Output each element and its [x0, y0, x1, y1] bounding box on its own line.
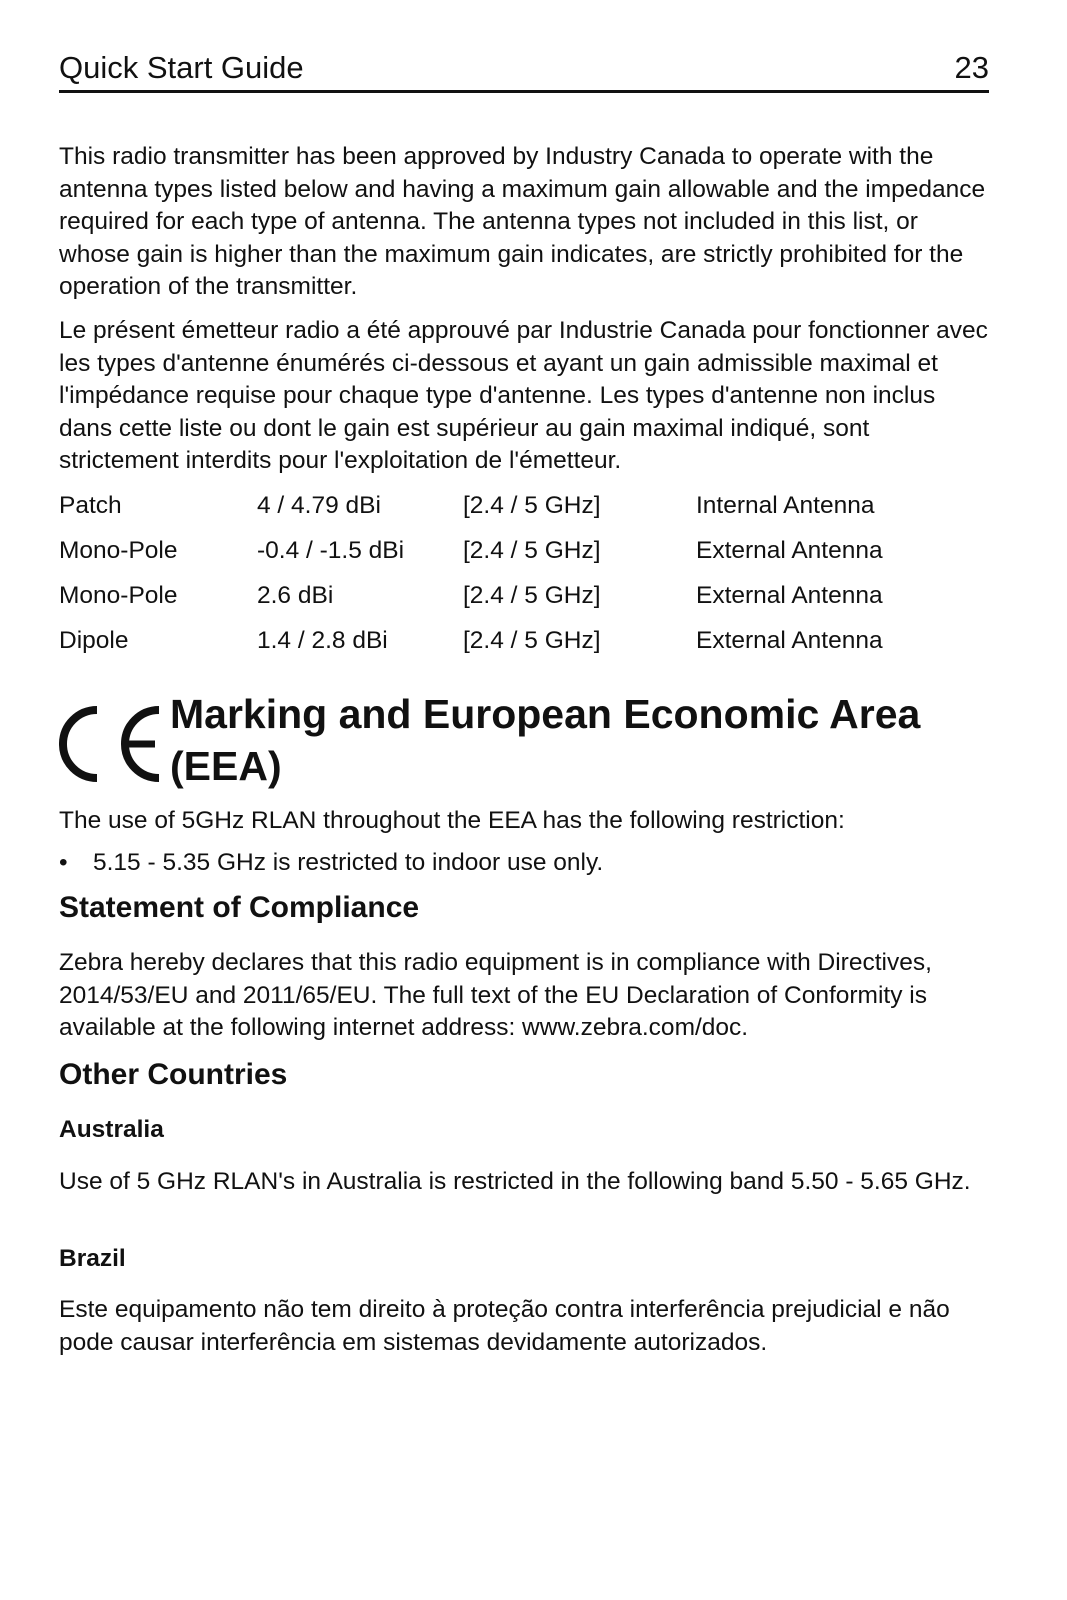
guide-title: Quick Start Guide — [59, 50, 304, 85]
eea-section-heading — [59, 688, 989, 798]
antenna-row — [59, 488, 989, 533]
compliance-paragraph: Zebra hereby declares that this radio equipment is in compliance with Directives, 2014/53/EU and 2011/65/EU. The full text of the EU Declaration of Conformity is available at the following internet address: www.zebra.com/doc. — [59, 949, 932, 1041]
brazil-paragraph: Este equipamento não tem direito à proteção contra interferência prejudicial e não pode causar interferência em sistemas devidamente autorizados. — [59, 1296, 950, 1356]
antenna-band: [2.4 / 5 GHz] — [463, 627, 601, 654]
australia-heading: Australia — [59, 1116, 164, 1143]
page-header — [59, 48, 989, 93]
antenna-type: Mono-Pole — [59, 582, 178, 609]
antenna-type: Mono-Pole — [59, 537, 178, 564]
compliance-heading: Statement of Compliance — [59, 891, 420, 924]
eea-heading — [170, 688, 990, 792]
antenna-gain: 1.4 / 2.8 dBi — [257, 627, 388, 654]
eea-heading-line1: Marking and European Economic Area — [170, 691, 921, 737]
antenna-row — [59, 578, 989, 623]
brazil-heading: Brazil — [59, 1245, 126, 1272]
eea-intro: The use of 5GHz RLAN throughout the EEA has the following restriction: — [59, 807, 845, 834]
antenna-band: [2.4 / 5 GHz] — [463, 582, 601, 609]
antenna-gain: -0.4 / -1.5 dBi — [257, 537, 405, 564]
other-countries-heading: Other Countries — [59, 1058, 288, 1091]
antenna-location: External Antenna — [696, 582, 883, 609]
antenna-gain: 2.6 dBi — [257, 582, 334, 609]
bullet-icon: • — [59, 849, 68, 876]
antenna-row — [59, 533, 989, 578]
antenna-type: Patch — [59, 492, 122, 519]
antenna-location: Internal Antenna — [696, 492, 875, 519]
antenna-gain: 4 / 4.79 dBi — [257, 492, 381, 519]
australia-paragraph: Use of 5 GHz RLAN's in Australia is restricted in the following band 5.50 - 5.65 GHz. — [59, 1168, 971, 1195]
industry-canada-french-paragraph: Le présent émetteur radio a été approuvé par Industrie Canada pour fonctionner avec les types d'antenne énumérés ci-dessous et ayant un gain admissible maximal et l'impédance requise pour chaque type d'antenne. Les types d'antenne non inclus dans cette liste ou dont le gain est supérieur au gain maximal indiqué, sont strictement interdits pour l'exploitation de l'émetteur. — [59, 317, 988, 474]
antenna-type: Dipole — [59, 627, 129, 654]
eea-restriction: 5.15 - 5.35 GHz is restricted to indoor use only. — [93, 849, 604, 876]
antenna-location: External Antenna — [696, 627, 883, 654]
ce-mark-icon — [59, 704, 169, 784]
antenna-location: External Antenna — [696, 537, 883, 564]
eea-heading-line2: (EEA) — [170, 743, 282, 789]
antenna-band: [2.4 / 5 GHz] — [463, 537, 601, 564]
antenna-table — [59, 488, 989, 668]
page-number: 23 — [954, 50, 989, 85]
antenna-row — [59, 623, 989, 668]
antenna-band: [2.4 / 5 GHz] — [463, 492, 601, 519]
industry-canada-english-paragraph: This radio transmitter has been approved by Industry Canada to operate with the antenna types listed below and having a maximum gain allowable and the impedance required for each type of antenna. The antenna types not included in this list, or whose gain is higher than the maximum gain indicates, are strictly prohibited for the operation of the transmitter. — [59, 143, 986, 300]
